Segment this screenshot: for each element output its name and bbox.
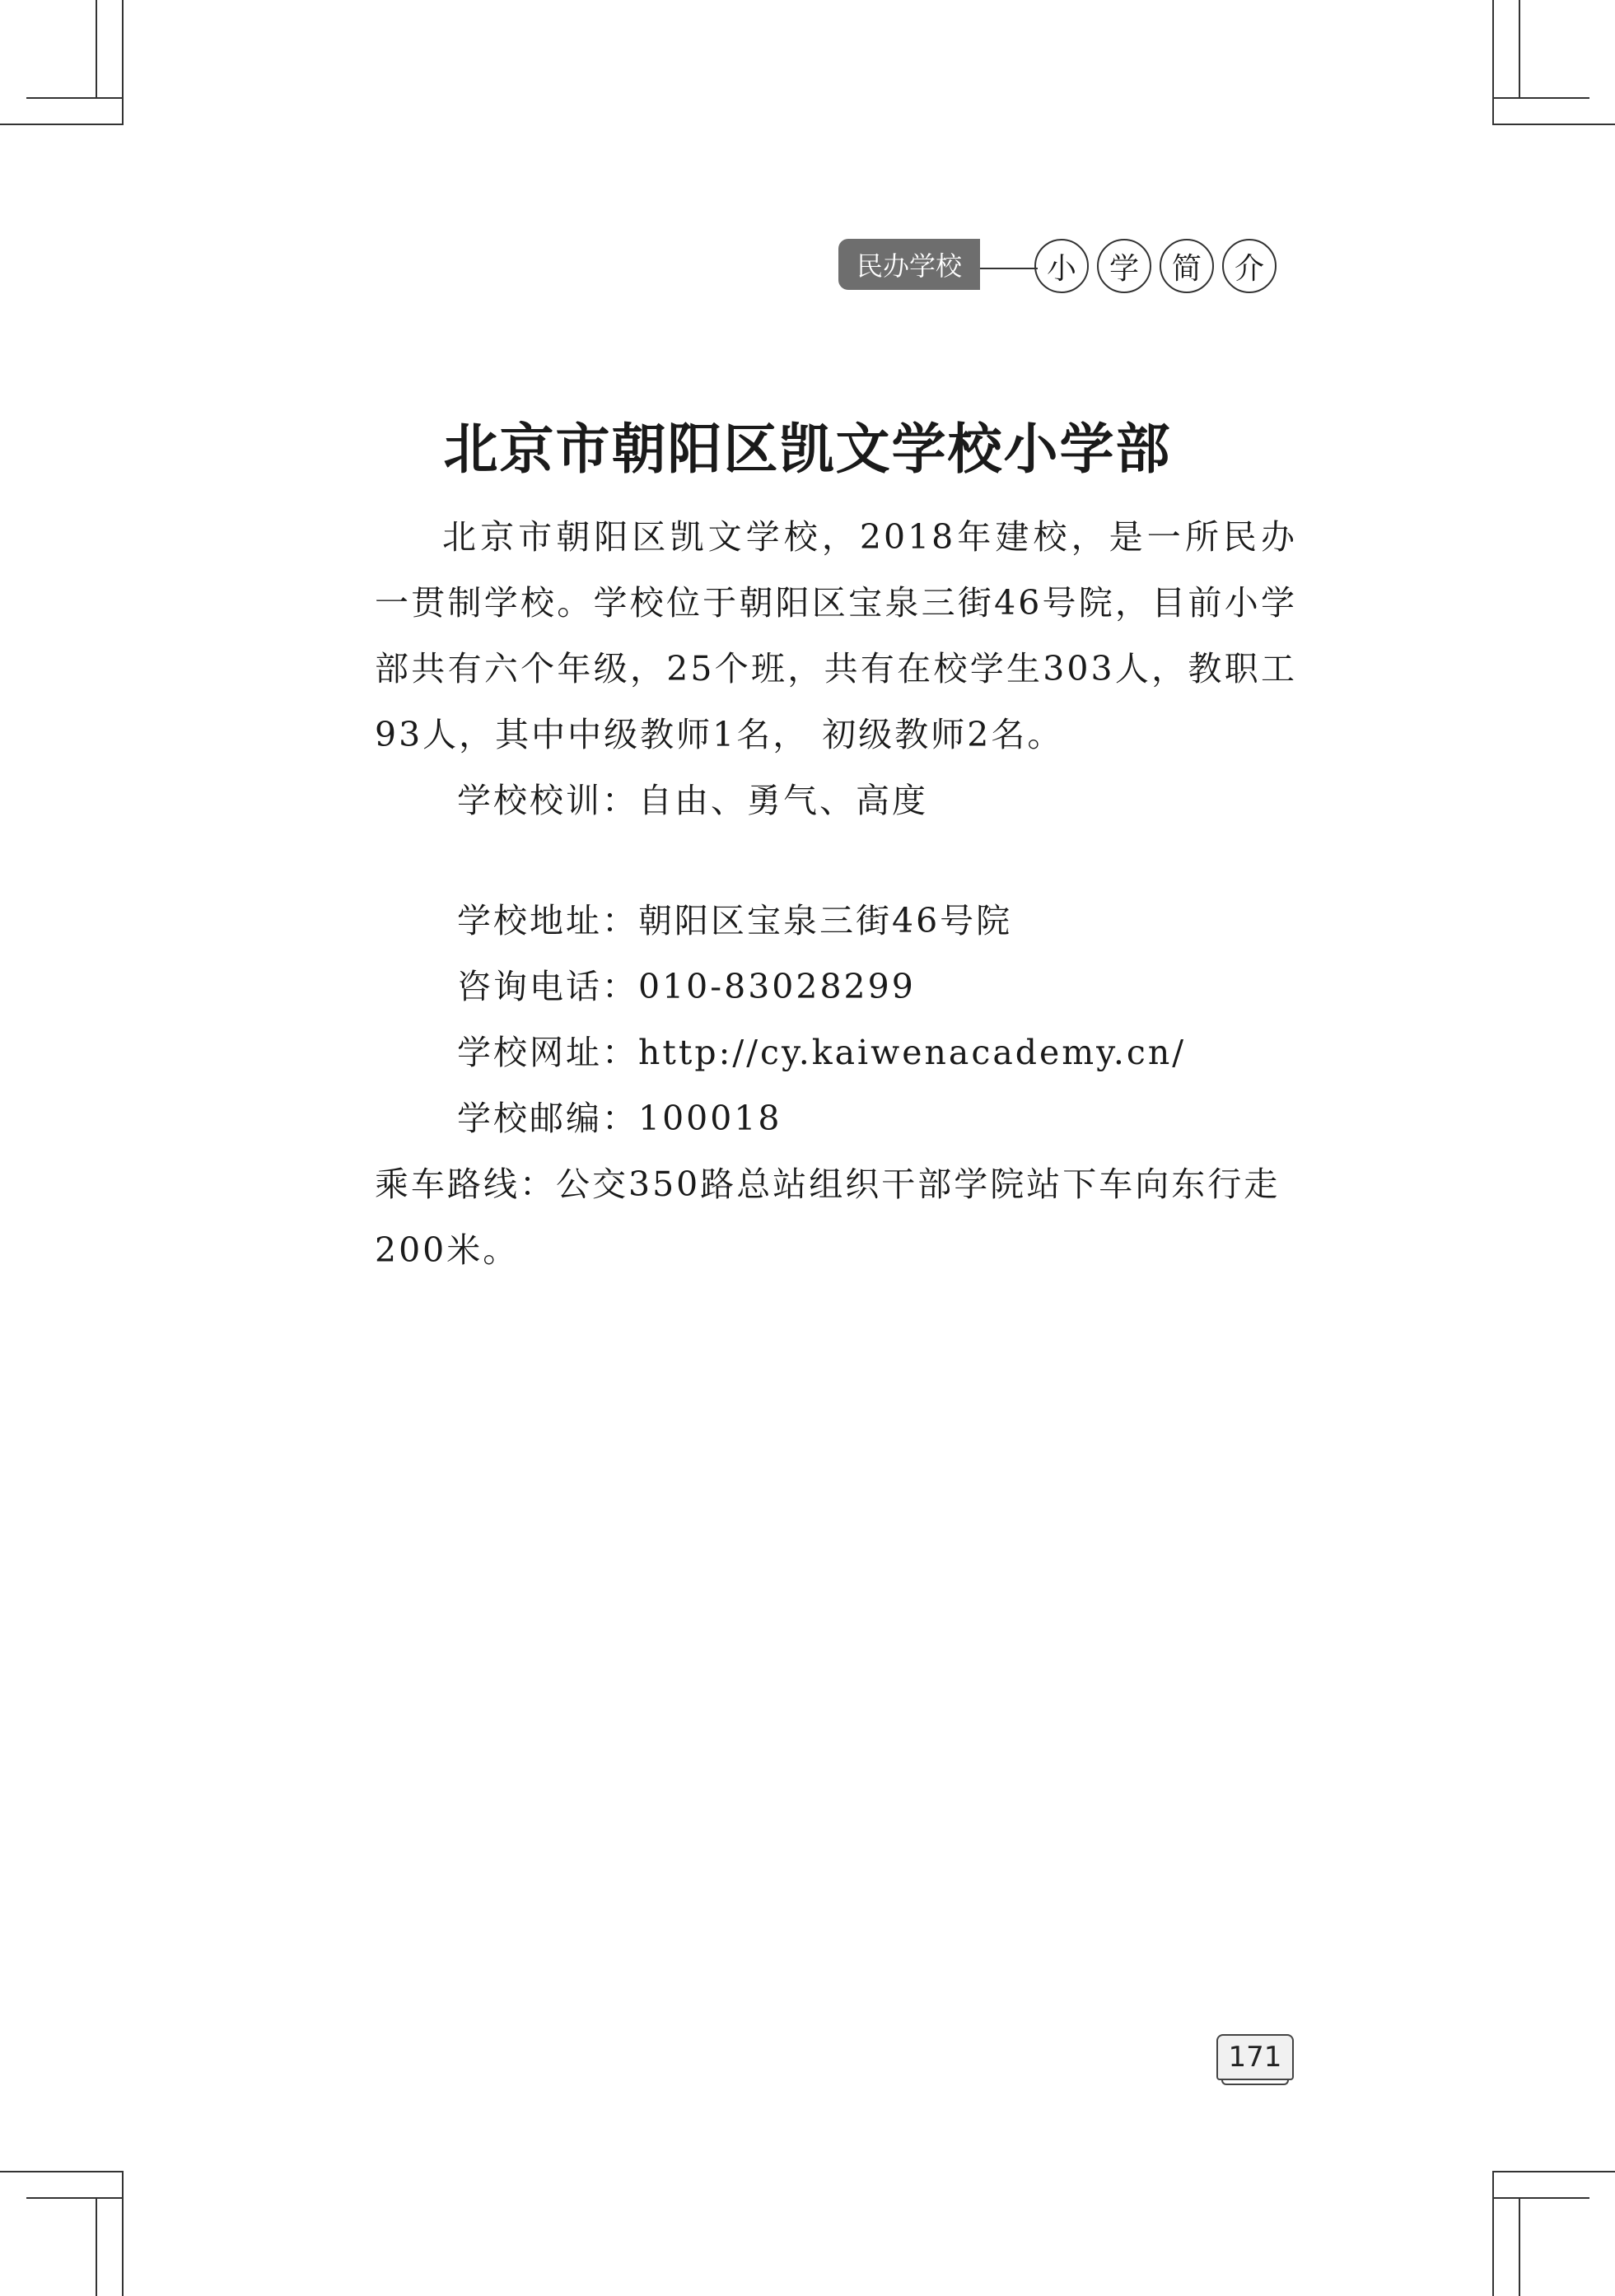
crop-mark [1519,2197,1520,2296]
category-char: 学 [1097,239,1151,293]
route-line: 乘车路线：公交350路总站组织干部学院站下车向东行走200米。 [375,1164,1281,1270]
crop-mark [96,2197,97,2296]
category-heading [1034,239,1277,293]
page-number: 171 [1216,2034,1294,2080]
intro-paragraph: 北京市朝阳区凯文学校，2018年建校，是一所民办一贯制学校。学校位于朝阳区宝泉三街46号院，目前小学部共有六个年级，25个班，共有在校学生303人，教职工93人，其中中级教师1名， 初级教师2名。 [375,517,1297,754]
crop-mark [1492,124,1615,125]
crop-mark [122,2171,124,2296]
crop-mark [26,2197,124,2199]
article-body [375,504,1297,1283]
crop-mark [96,0,97,99]
crop-mark [122,0,124,125]
phone-line: 咨询电话：010-83028299 [457,967,916,1006]
crop-mark [1492,2197,1589,2199]
address-line: 学校地址：朝阳区宝泉三街46号院 [457,901,1013,940]
crop-mark [1492,2171,1494,2296]
category-char: 简 [1160,239,1214,293]
crop-mark [1519,0,1520,99]
crop-mark [1492,2171,1615,2172]
crop-mark [0,2171,124,2172]
school-motto: 学校校训：自由、勇气、高度 [457,781,928,820]
section-tag: 民办学校 [838,239,980,290]
page-title: 北京市朝阳区凯文学校小学部 [443,418,1172,481]
crop-mark [1492,0,1494,125]
category-char: 小 [1034,239,1089,293]
postcode-line: 学校邮编：100018 [457,1099,782,1138]
crop-mark [26,97,124,99]
contact-info [375,888,1297,1283]
header-divider [980,268,1038,269]
website-line: 学校网址：http://cy.kaiwenacademy.cn/ [457,1033,1187,1072]
crop-mark [0,124,124,125]
category-char: 介 [1222,239,1277,293]
crop-mark [1492,97,1589,99]
